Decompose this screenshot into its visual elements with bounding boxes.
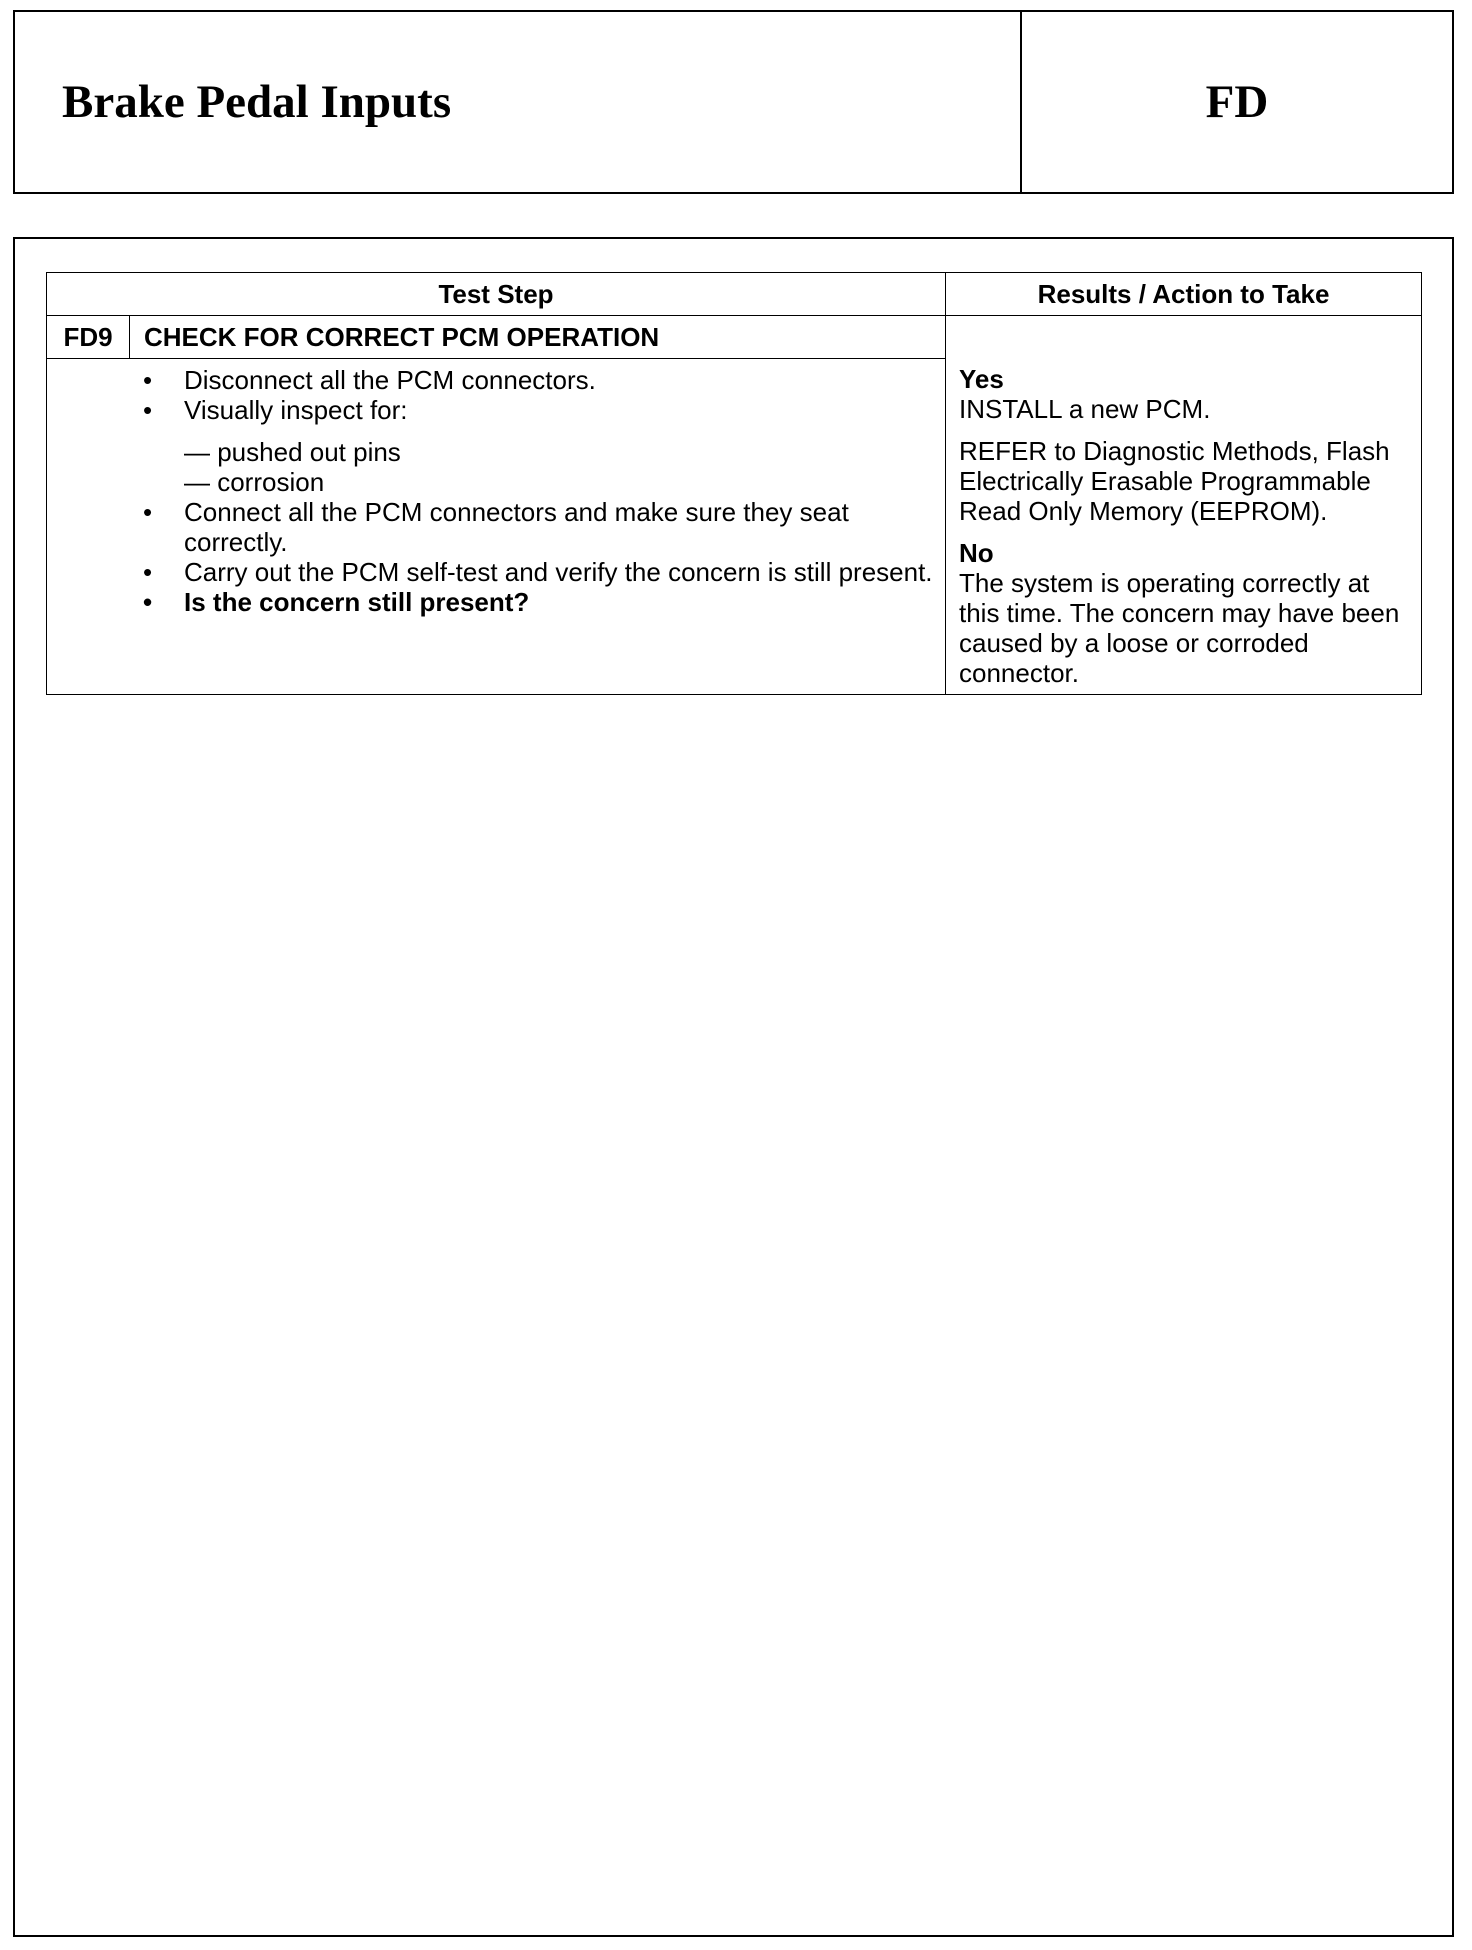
list-item-text: Visually inspect for: — [184, 395, 408, 425]
step-bullet-list — [47, 365, 935, 617]
no-action: The system is operating correctly at this time. The concern may have been caused by a loose or corroded connector. — [959, 568, 1400, 688]
step-id: FD9 — [47, 316, 130, 359]
list-item: — pushed out pins — [184, 437, 401, 467]
results-header: Results / Action to Take — [946, 273, 1422, 316]
inspect-sublist — [184, 437, 935, 497]
list-item: • Disconnect all the PCM connectors. — [143, 365, 935, 395]
page-header — [13, 10, 1454, 194]
test-step-table — [46, 272, 1422, 695]
table-header-row — [47, 273, 1422, 316]
list-item-question: • Is the concern still present? — [143, 587, 935, 617]
section-code: FD — [1205, 76, 1269, 128]
yes-action: INSTALL a new PCM. — [959, 394, 1211, 424]
list-item: — corrosion — [184, 467, 325, 497]
step-body — [47, 359, 946, 695]
yes-label: Yes — [959, 364, 1004, 394]
page-title: Brake Pedal Inputs — [15, 12, 1022, 192]
list-item — [143, 395, 935, 497]
step-title: CHECK FOR CORRECT PCM OPERATION — [130, 316, 946, 359]
step-title-row — [47, 316, 1422, 359]
no-label: No — [959, 538, 994, 568]
yes-refer: REFER to Diagnostic Methods, Flash Electrically Erasable Programmable Read Only Memory (EEPROM). — [959, 436, 1390, 526]
test-step-header: Test Step — [47, 273, 946, 316]
results-cell — [946, 316, 1422, 695]
list-item: • Carry out the PCM self-test and verify the concern is still present. — [143, 557, 935, 587]
list-item: • Connect all the PCM connectors and make sure they seat correctly. — [143, 497, 935, 557]
